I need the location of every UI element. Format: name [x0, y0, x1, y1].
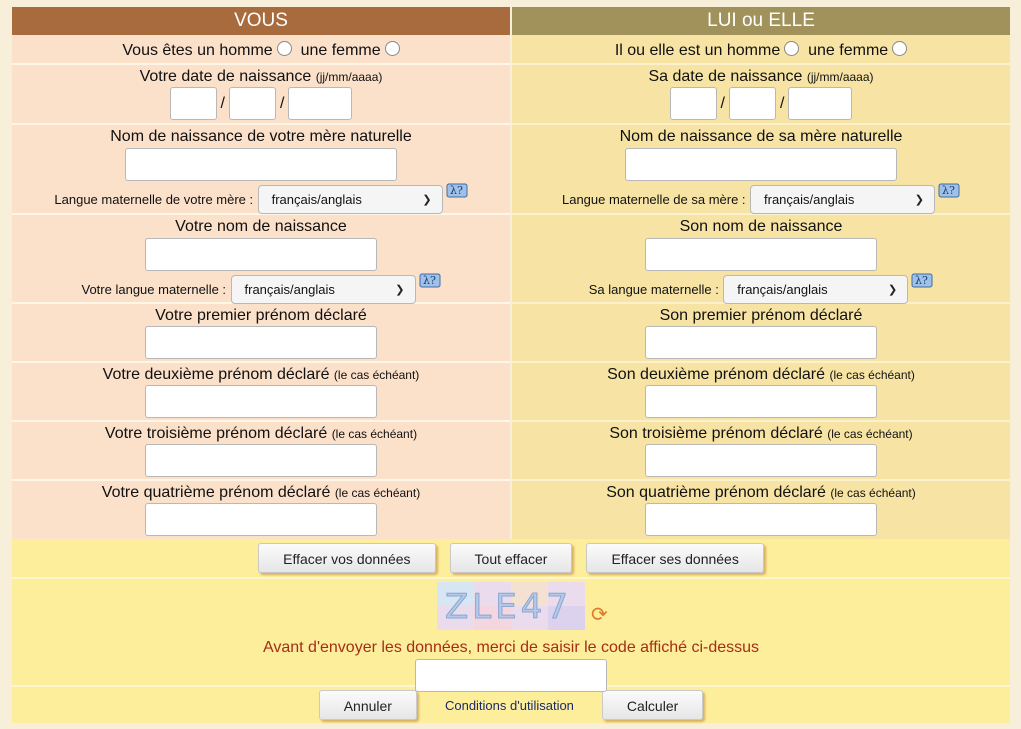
partner-name-label: Son nom de naissance	[679, 218, 843, 235]
cancel-button[interactable]: Annuler	[319, 690, 417, 720]
partner-second-name-label: Son deuxième prénom déclaré	[607, 366, 826, 383]
actions-area	[12, 539, 1010, 723]
terms-link[interactable]: Conditions d'utilisation	[444, 697, 574, 713]
you-birth-day-input[interactable]	[170, 87, 217, 120]
you-first-name-row	[12, 304, 510, 363]
you-first-name-label: Votre premier prénom déclaré	[155, 307, 367, 324]
you-header: VOUS	[12, 7, 510, 35]
optional-hint: (le cas échéant)	[830, 486, 916, 500]
partner-gender-female-label: une femme	[808, 42, 889, 59]
you-second-name-label-wrap	[12, 366, 510, 384]
svg-text:λ?: λ?	[422, 274, 436, 287]
lambda-info-icon[interactable]	[911, 272, 933, 288]
you-fourth-name-row	[12, 481, 510, 539]
captcha-text: ZLE47	[445, 587, 572, 627]
you-birthdate-row: Votre date de naissance (jj/mm/aaaa) / /	[12, 65, 510, 125]
partner-male-radio[interactable]	[784, 41, 799, 56]
partner-first-name-input[interactable]	[645, 326, 877, 359]
you-fourth-name-label: Votre quatrième prénom déclaré	[101, 484, 331, 501]
svg-text:λ?: λ?	[449, 184, 463, 197]
you-fourth-name-input[interactable]	[145, 503, 377, 536]
you-male-radio[interactable]	[277, 41, 292, 56]
partner-column	[512, 7, 1010, 539]
you-lang-value: français/anglais	[244, 282, 335, 298]
svg-text:λ?: λ?	[915, 274, 929, 287]
partner-birthdate-row: Sa date de naissance (jj/mm/aaaa) / /	[512, 65, 1010, 125]
captcha-instruction: Avant d'envoyer les données, merci de saisir le code affiché ci-dessus	[262, 639, 760, 656]
you-second-name-input[interactable]	[145, 385, 377, 418]
you-third-name-label: Votre troisième prénom déclaré	[104, 425, 328, 442]
you-mother-label: Nom de naissance de votre mère naturelle	[110, 128, 412, 145]
partner-birth-month-input[interactable]	[729, 87, 776, 120]
you-birth-month-input[interactable]	[229, 87, 276, 120]
you-first-name-input[interactable]	[145, 326, 377, 359]
partner-fourth-name-label-wrap	[512, 484, 1010, 502]
partner-birthdate-hint: (jj/mm/aaaa)	[806, 70, 874, 84]
clear-yours-button[interactable]: Effacer vos données	[258, 543, 435, 573]
optional-hint: (le cas échéant)	[829, 368, 915, 382]
partner-lang-label: Sa langue maternelle :	[588, 282, 719, 297]
partner-name-row	[512, 215, 1010, 304]
calculate-button[interactable]: Calculer	[602, 690, 703, 720]
you-mother-lang-value: français/anglais	[271, 192, 362, 208]
partner-third-name-label: Son troisième prénom déclaré	[609, 425, 823, 442]
partner-third-name-row	[512, 422, 1010, 481]
partner-first-name-row	[512, 304, 1010, 363]
you-birth-year-input[interactable]	[288, 87, 352, 120]
you-name-input[interactable]	[145, 238, 377, 271]
partner-first-name-label: Son premier prénom déclaré	[659, 307, 863, 324]
you-third-name-input[interactable]	[145, 444, 377, 477]
lambda-info-icon[interactable]	[938, 182, 960, 198]
partner-female-radio[interactable]	[892, 41, 907, 56]
partner-mother-lang-label: Langue maternelle de sa mère :	[561, 192, 746, 207]
partner-second-name-label-wrap	[512, 366, 1010, 384]
partner-mother-label: Nom de naissance de sa mère naturelle	[619, 128, 903, 145]
partner-birthdate-label: Sa date de naissance	[648, 68, 803, 85]
you-gender-male-label: Vous êtes un homme	[122, 42, 273, 59]
captcha-input[interactable]	[415, 659, 607, 692]
partner-fourth-name-row	[512, 481, 1010, 539]
you-female-radio[interactable]	[385, 41, 400, 56]
clear-theirs-button[interactable]: Effacer ses données	[586, 543, 763, 573]
partner-mother-lang-value: français/anglais	[764, 192, 855, 208]
partner-lang-value: français/anglais	[737, 282, 828, 298]
partner-second-name-input[interactable]	[645, 385, 877, 418]
you-gender-row	[12, 35, 510, 65]
submit-row	[12, 687, 1010, 723]
you-third-name-label-wrap	[12, 425, 510, 443]
chevron-down-icon: ❯	[422, 194, 432, 207]
you-second-name-row	[12, 363, 510, 422]
partner-gender-male-label: Il ou elle est un homme	[614, 42, 781, 59]
you-mother-name-input[interactable]	[125, 148, 397, 181]
captcha-image	[437, 582, 585, 630]
clear-all-button[interactable]: Tout effacer	[450, 543, 573, 573]
you-column	[12, 7, 510, 539]
you-gender-female-label: une femme	[300, 42, 381, 59]
captcha-section	[12, 579, 1010, 687]
partner-lang-select[interactable]	[723, 275, 908, 304]
you-mother-lang-label: Langue maternelle de votre mère :	[54, 192, 254, 207]
optional-hint: (le cas échéant)	[331, 427, 418, 441]
you-lang-select[interactable]	[231, 275, 416, 304]
lambda-info-icon[interactable]	[419, 272, 441, 288]
you-third-name-row	[12, 422, 510, 481]
partner-header: LUI ou ELLE	[512, 7, 1010, 35]
you-fourth-name-label-wrap	[12, 484, 510, 502]
partner-gender-row	[512, 35, 1010, 65]
partner-fourth-name-input[interactable]	[645, 503, 877, 536]
partner-second-name-row	[512, 363, 1010, 422]
lambda-info-icon[interactable]	[446, 182, 468, 198]
partner-third-name-label-wrap	[512, 425, 1010, 443]
you-name-row	[12, 215, 510, 304]
you-mother-lang-select[interactable]	[258, 185, 443, 214]
partner-name-input[interactable]	[645, 238, 877, 271]
chevron-down-icon: ❯	[914, 194, 924, 207]
partner-mother-name-input[interactable]	[625, 148, 897, 181]
optional-hint: (le cas échéant)	[333, 368, 420, 382]
you-birthdate-hint: (jj/mm/aaaa)	[315, 70, 383, 84]
you-mother-row	[12, 125, 510, 215]
you-birthdate-label: Votre date de naissance	[139, 68, 312, 85]
you-lang-label: Votre langue maternelle :	[81, 282, 227, 297]
optional-hint: (le cas échéant)	[334, 486, 421, 500]
optional-hint: (le cas échéant)	[827, 427, 913, 441]
partner-birth-year-input[interactable]	[788, 87, 852, 120]
you-name-label: Votre nom de naissance	[175, 218, 347, 235]
chevron-down-icon: ❯	[395, 284, 405, 297]
partner-birth-day-input[interactable]	[670, 87, 717, 120]
partner-fourth-name-label: Son quatrième prénom déclaré	[606, 484, 826, 501]
partner-mother-row	[512, 125, 1010, 215]
chevron-down-icon: ❯	[888, 284, 898, 297]
partner-mother-lang-select[interactable]	[750, 185, 935, 214]
svg-text:λ?: λ?	[942, 184, 955, 197]
calculator-form	[12, 7, 1010, 723]
partner-third-name-input[interactable]	[645, 444, 877, 477]
clear-buttons-row	[12, 539, 1010, 579]
refresh-icon[interactable]: ⟳	[591, 604, 608, 626]
you-second-name-label: Votre deuxième prénom déclaré	[102, 366, 330, 383]
